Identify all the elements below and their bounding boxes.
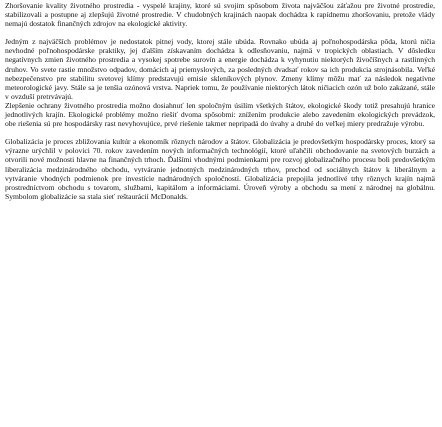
paragraph-environmental-protection: Zlepšenie ochrany životného prostredia možno dosiahnuť len spoločným úsilím všetkých štátov, ekologické škody totiž presahujú hranice jednotlivých krajín. Ekologické problémy možno riešiť dvoma spôsobmi: znížením produkcie alebo zavedením ekologických prevádzok, obe riešenia sú pre hospodársky rast nevyhovujúce, prvé riešenie takmer nepripadá do úvahy a druhé do veľkej miery predražuje výrobu. <box>5 100 435 129</box>
paragraph-environment-degradation: Zhoršovanie kvality životného prostredia - vyspelé krajiny, ktoré sú svojim spôsobom života najväčšou záťažou pre životné prostredie, stabilizovali a postupne aj zlepšujú životné prostredie. V chudobných krajinách naopak dochádza k rapídnemu zhoršovaniu, pretože vlády nemajú dostatok finančných zdrojov na ekologické aktivity. <box>5 1 435 29</box>
paragraph-environmental-problems: Jedným z najväčších problémov je nedostatok pitnej vody, ktorej stále ubúda. Rovnako ubúda aj poľnohospodárska pôda, ktorú ničia nevhodné poľnohospodárske praktiky, jej ďalším získavaním dochádza k odlesňovaniu, najmä v tropických oblastiach. V dôsledku negatívnych zmien životného prostredia a vysokej spotrebe surovín a energie dochádza k vyhynutiu niektorých živočíšnych a rastlinných druhov. Vo svete rastie množstvo odpadov, domácich aj priemyslových, za posledných dvadsať rokov sa ich produkcia strojnásobila. Veľké nebezpečenstvo pre stabilitu svetovej klímy predstavujú emisie skleníkových plynov. Zmeny klímy môžu mať za následok negatívne meteorologické javy. Stále sa je tenšia ozónová vrstva. Napriek tomu, že používanie niektorých látok ničiacich ozón už bolo zakázané, stále v ovzduší pretrvávajú. <box>5 37 435 101</box>
document-body <box>5 1 435 201</box>
paragraph-globalization: Globalizácia je proces zbližovania kultúr a ekonomík rôznych národov a štátov. Globalizácia je predovšetkým hospodársky proces, ktorý sa výrazne urýchlil v polovici 70. rokov zavedením nových informačných technológií, ktoré uľahčili obchodovanie na svetových burzách a otvorili nové možnosti hlavne na finančných trhoch. Ďalšími vhodnými podmienkami pre rozvoj globalizačného procesu boli predovšetkým liberalizácia medzinárodného obchodu, vytváranie jednotných medzinárodných trhov, prechod od sociálnych štátov k liberálnym a vytváranie vhodných podmienok pre investície nadnárodných spoločností. Globalizácia prepojila jednotlivé trhy rôznych krajín najmä prostredníctvom obchodu s tovarom, službami, kapitálom a informáciami. Úroveň výroby a obchodu sa mení z národnej na globálnu. Symbolom globalizácie sa stala sieť reštaurácií McDonalds. <box>5 137 435 201</box>
